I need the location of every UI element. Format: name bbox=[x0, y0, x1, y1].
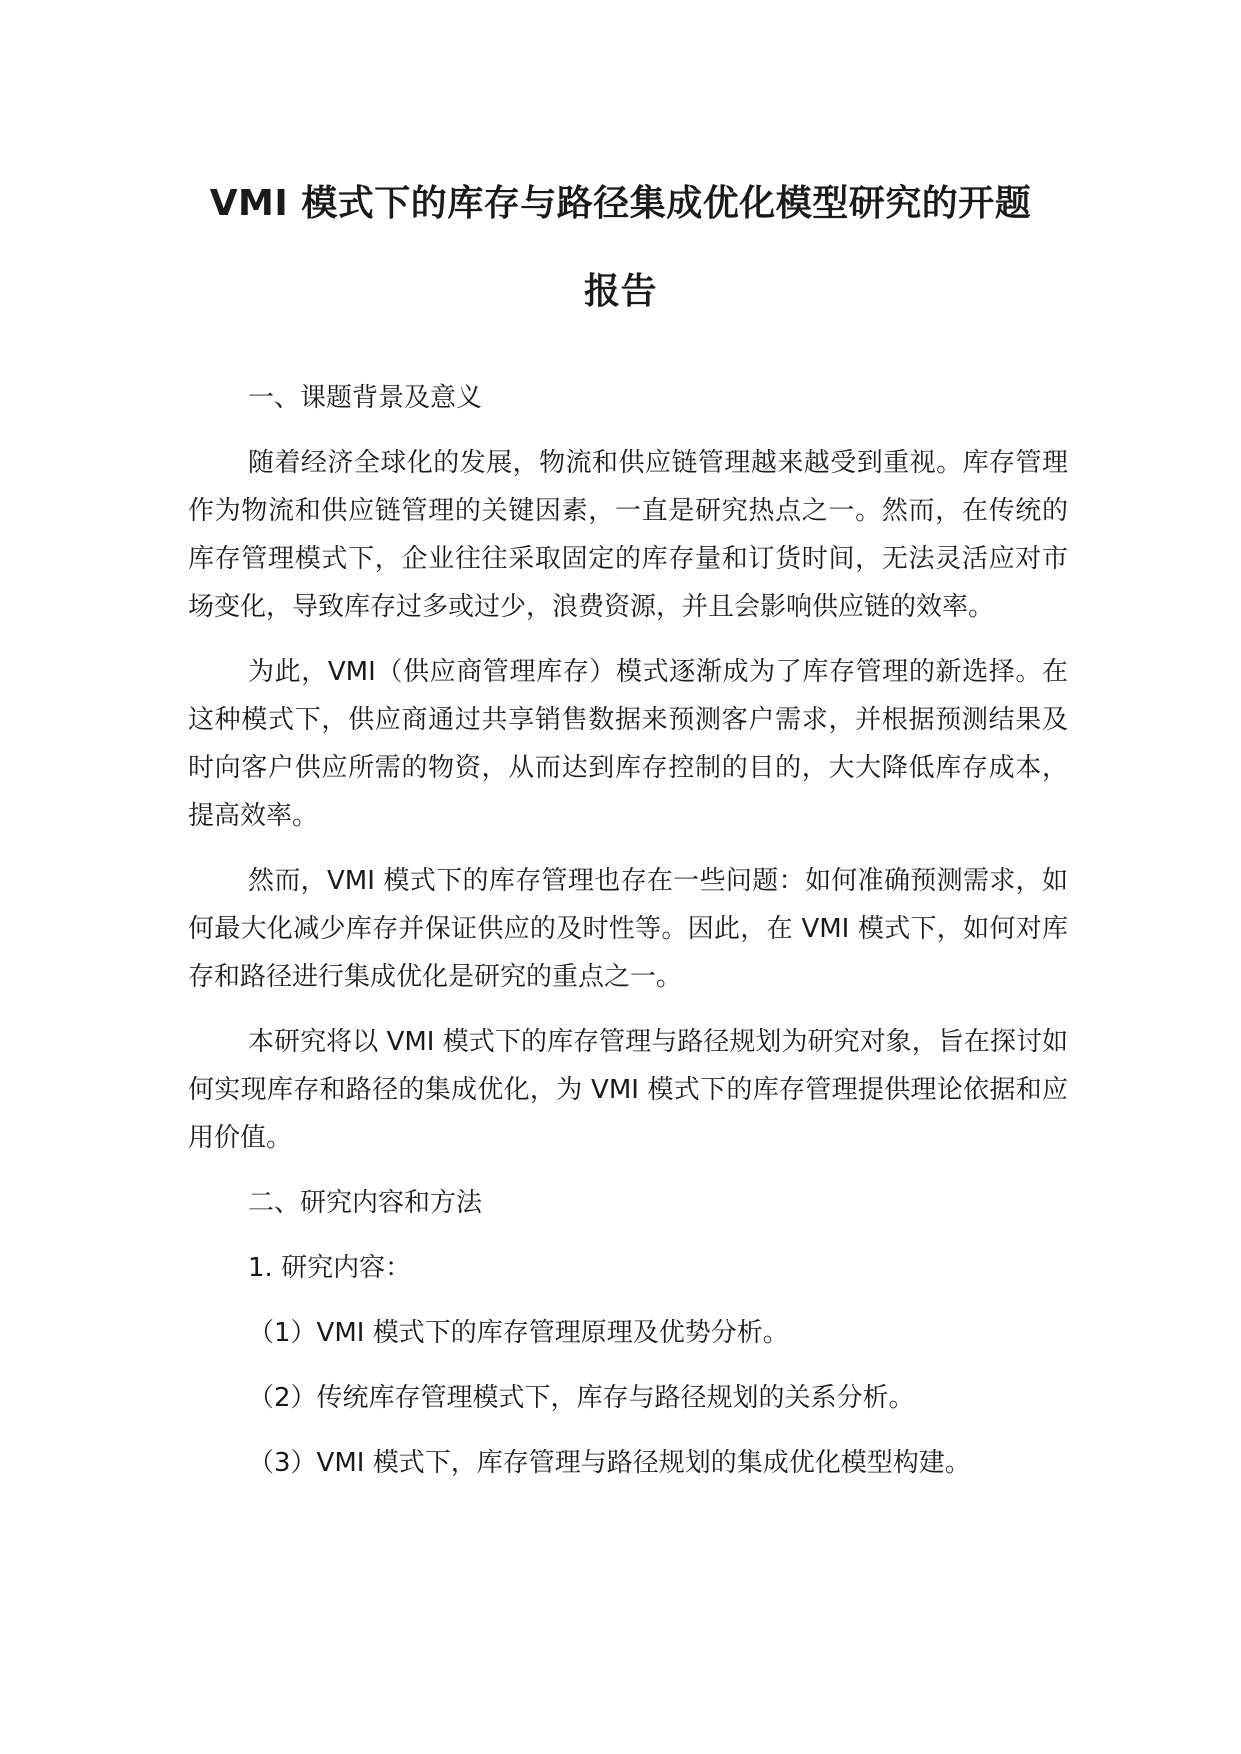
document-title-line-2: 报告 bbox=[583, 271, 657, 312]
paragraph-background: 随着经济全球化的发展，物流和供应链管理越来越受到重视。库存管理作为物流和供应链管理的关键因素，一直是研究热点之一。然而，在传统的库存管理模式下，企业往往采取固定的库存量和订货时间，无法灵活应对市场变化，导致库存过多或过少，浪费资源，并且会影响供应链的效率。 bbox=[188, 448, 1068, 622]
section-heading-background: 一、课题背景及意义 bbox=[248, 383, 483, 413]
paragraph-research-aim: 本研究将以 VMI 模式下的库存管理与路径规划为研究对象，旨在探讨如何实现库存和路径的集成优化，为 VMI 模式下的库存管理提供理论依据和应用价值。 bbox=[188, 1027, 1068, 1153]
paragraph-vmi-problems: 然而，VMI 模式下的库存管理也存在一些问题：如何准确预测需求，如何最大化减少库存并保证供应的及时性等。因此，在 VMI 模式下，如何对库存和路径进行集成优化是研究的重点之一。 bbox=[188, 866, 1068, 992]
section-heading-content-methods: 二、研究内容和方法 bbox=[248, 1188, 483, 1218]
research-item-3: （3）VMI 模式下，库存管理与路径规划的集成优化模型构建。 bbox=[248, 1448, 971, 1478]
research-item-2: （2）传统库存管理模式下，库存与路径规划的关系分析。 bbox=[248, 1383, 915, 1413]
document-title bbox=[160, 160, 1081, 336]
paragraph-vmi-intro: 为此，VMI（供应商管理库存）模式逐渐成为了库存管理的新选择。在这种模式下，供应商通过共享销售数据来预测客户需求，并根据预测结果及时向客户供应所需的物资，从而达到库存控制的目的，大大降低库存成本，提高效率。 bbox=[188, 657, 1068, 831]
document-body bbox=[188, 374, 1068, 1504]
research-item-1: （1）VMI 模式下的库存管理原理及优势分析。 bbox=[248, 1318, 789, 1348]
document-title-line-1: VMI 模式下的库存与路径集成优化模型研究的开题 bbox=[209, 183, 1032, 224]
subsection-heading-research-content: 1. 研究内容： bbox=[248, 1253, 412, 1283]
